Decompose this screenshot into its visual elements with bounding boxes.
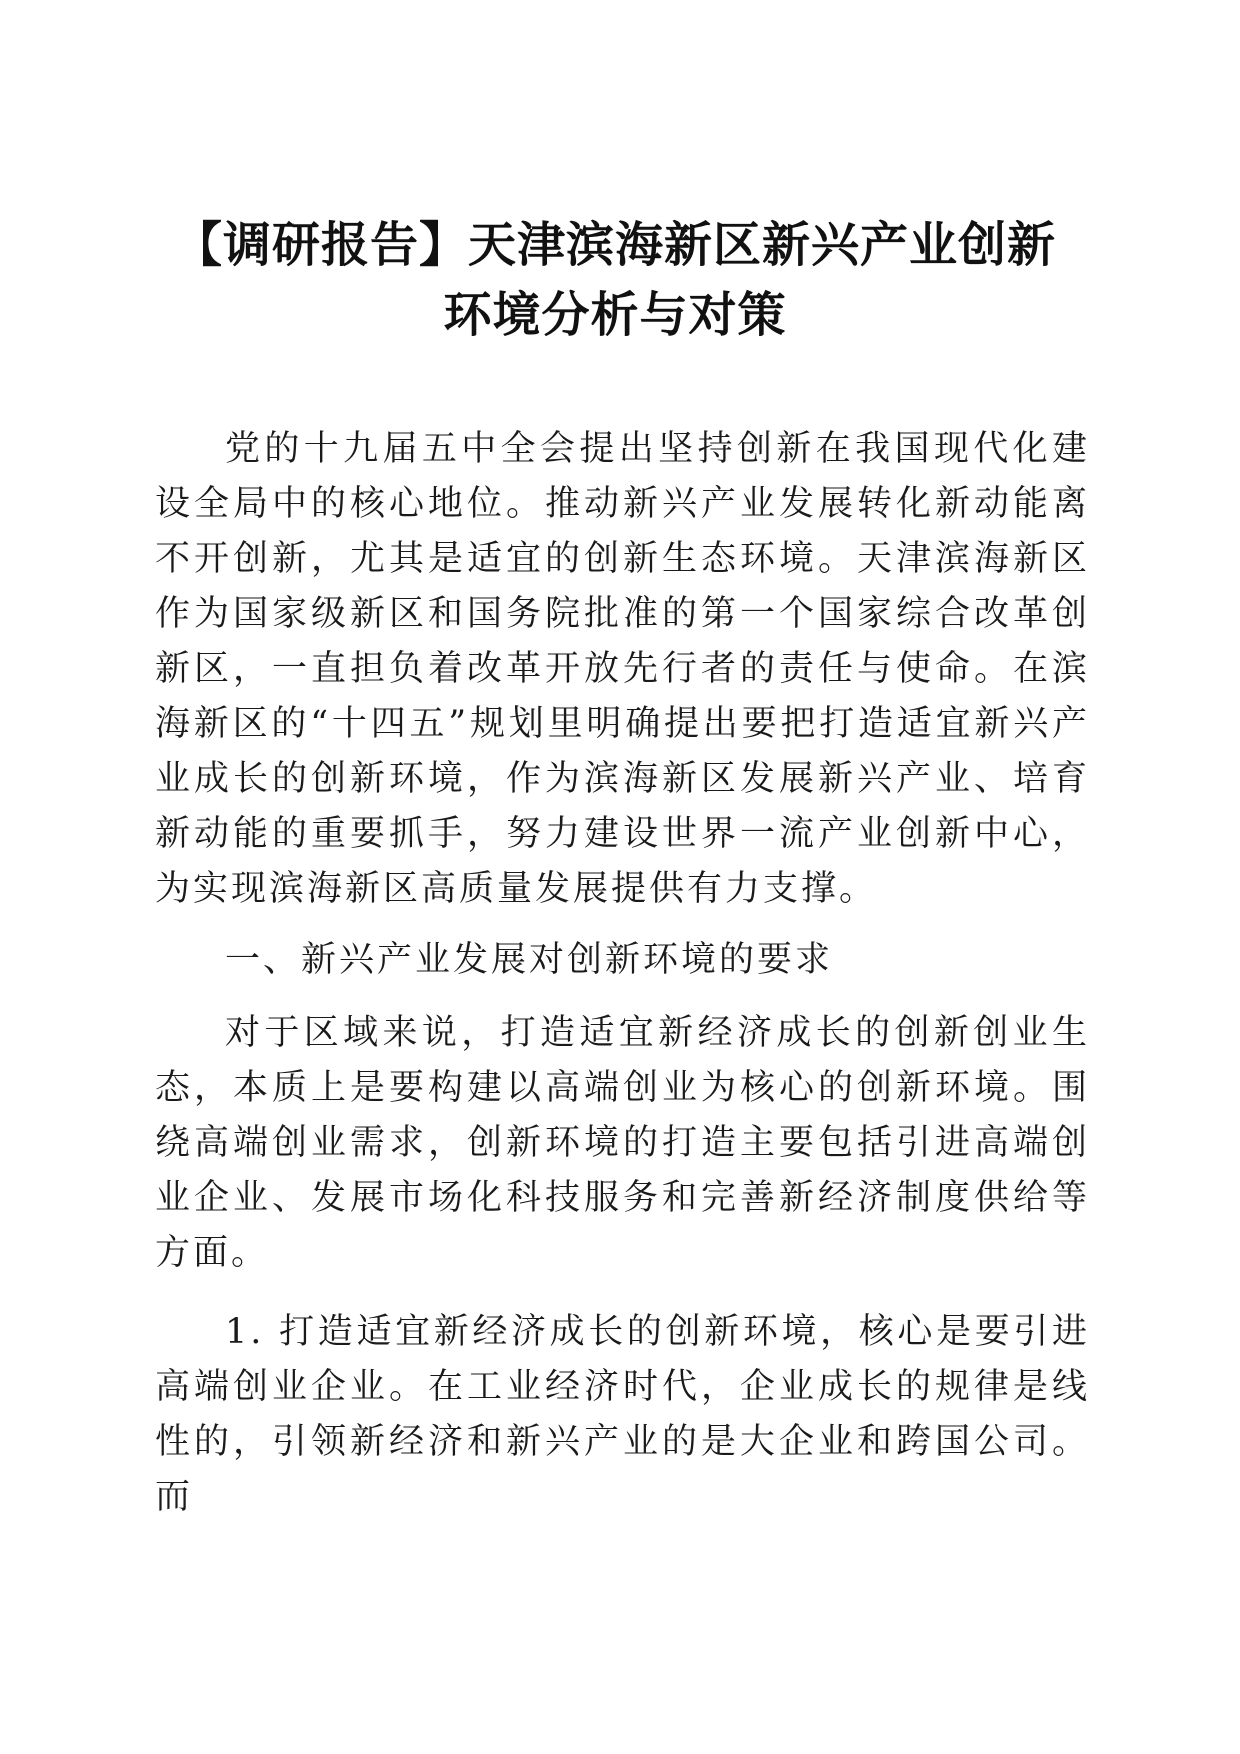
section-heading-1: 一、新兴产业发展对创新环境的要求: [225, 940, 834, 980]
numbered-paragraph-1: 1. 打造适宜新经济成长的创新环境，核心是要引进高端创业企业。在工业经济时代，企业成长的规律是线性的，引领新经济和新兴产业的是大企业和跨国公司。而: [155, 1312, 1090, 1517]
document-title-line-1: 【调研报告】天津滨海新区新兴产业创新: [173, 217, 1056, 274]
section-1-paragraph: 对于区域来说，打造适宜新经济成长的创新创业生态，本质上是要构建以高端创业为核心的创新环境。围绕高端创业需求，创新环境的打造主要包括引进高端创业企业、发展市场化科技服务和完善新经济制度供给等方面。: [155, 1013, 1090, 1273]
document-title-line-2: 环境分析与对策: [443, 287, 787, 344]
document-body: [155, 422, 1090, 1525]
intro-paragraph: 党的十九届五中全会提出坚持创新在我国现代化建设全局中的核心地位。推动新兴产业发展转化新动能离不开创新，尤其是适宜的创新生态环境。天津滨海新区作为国家级新区和国务院批准的第一个国家综合改革创新区，一直担负着改革开放先行者的责任与使命。在滨海新区的“十四五”规划里明确提出要把打造适宜新兴产业成长的创新环境，作为滨海新区发展新兴产业、培育新动能的重要抓手，努力建设世界一流产业创新中心，为实现滨海新区高质量发展提供有力支撑。: [155, 429, 1090, 909]
document-title: [150, 210, 1080, 350]
